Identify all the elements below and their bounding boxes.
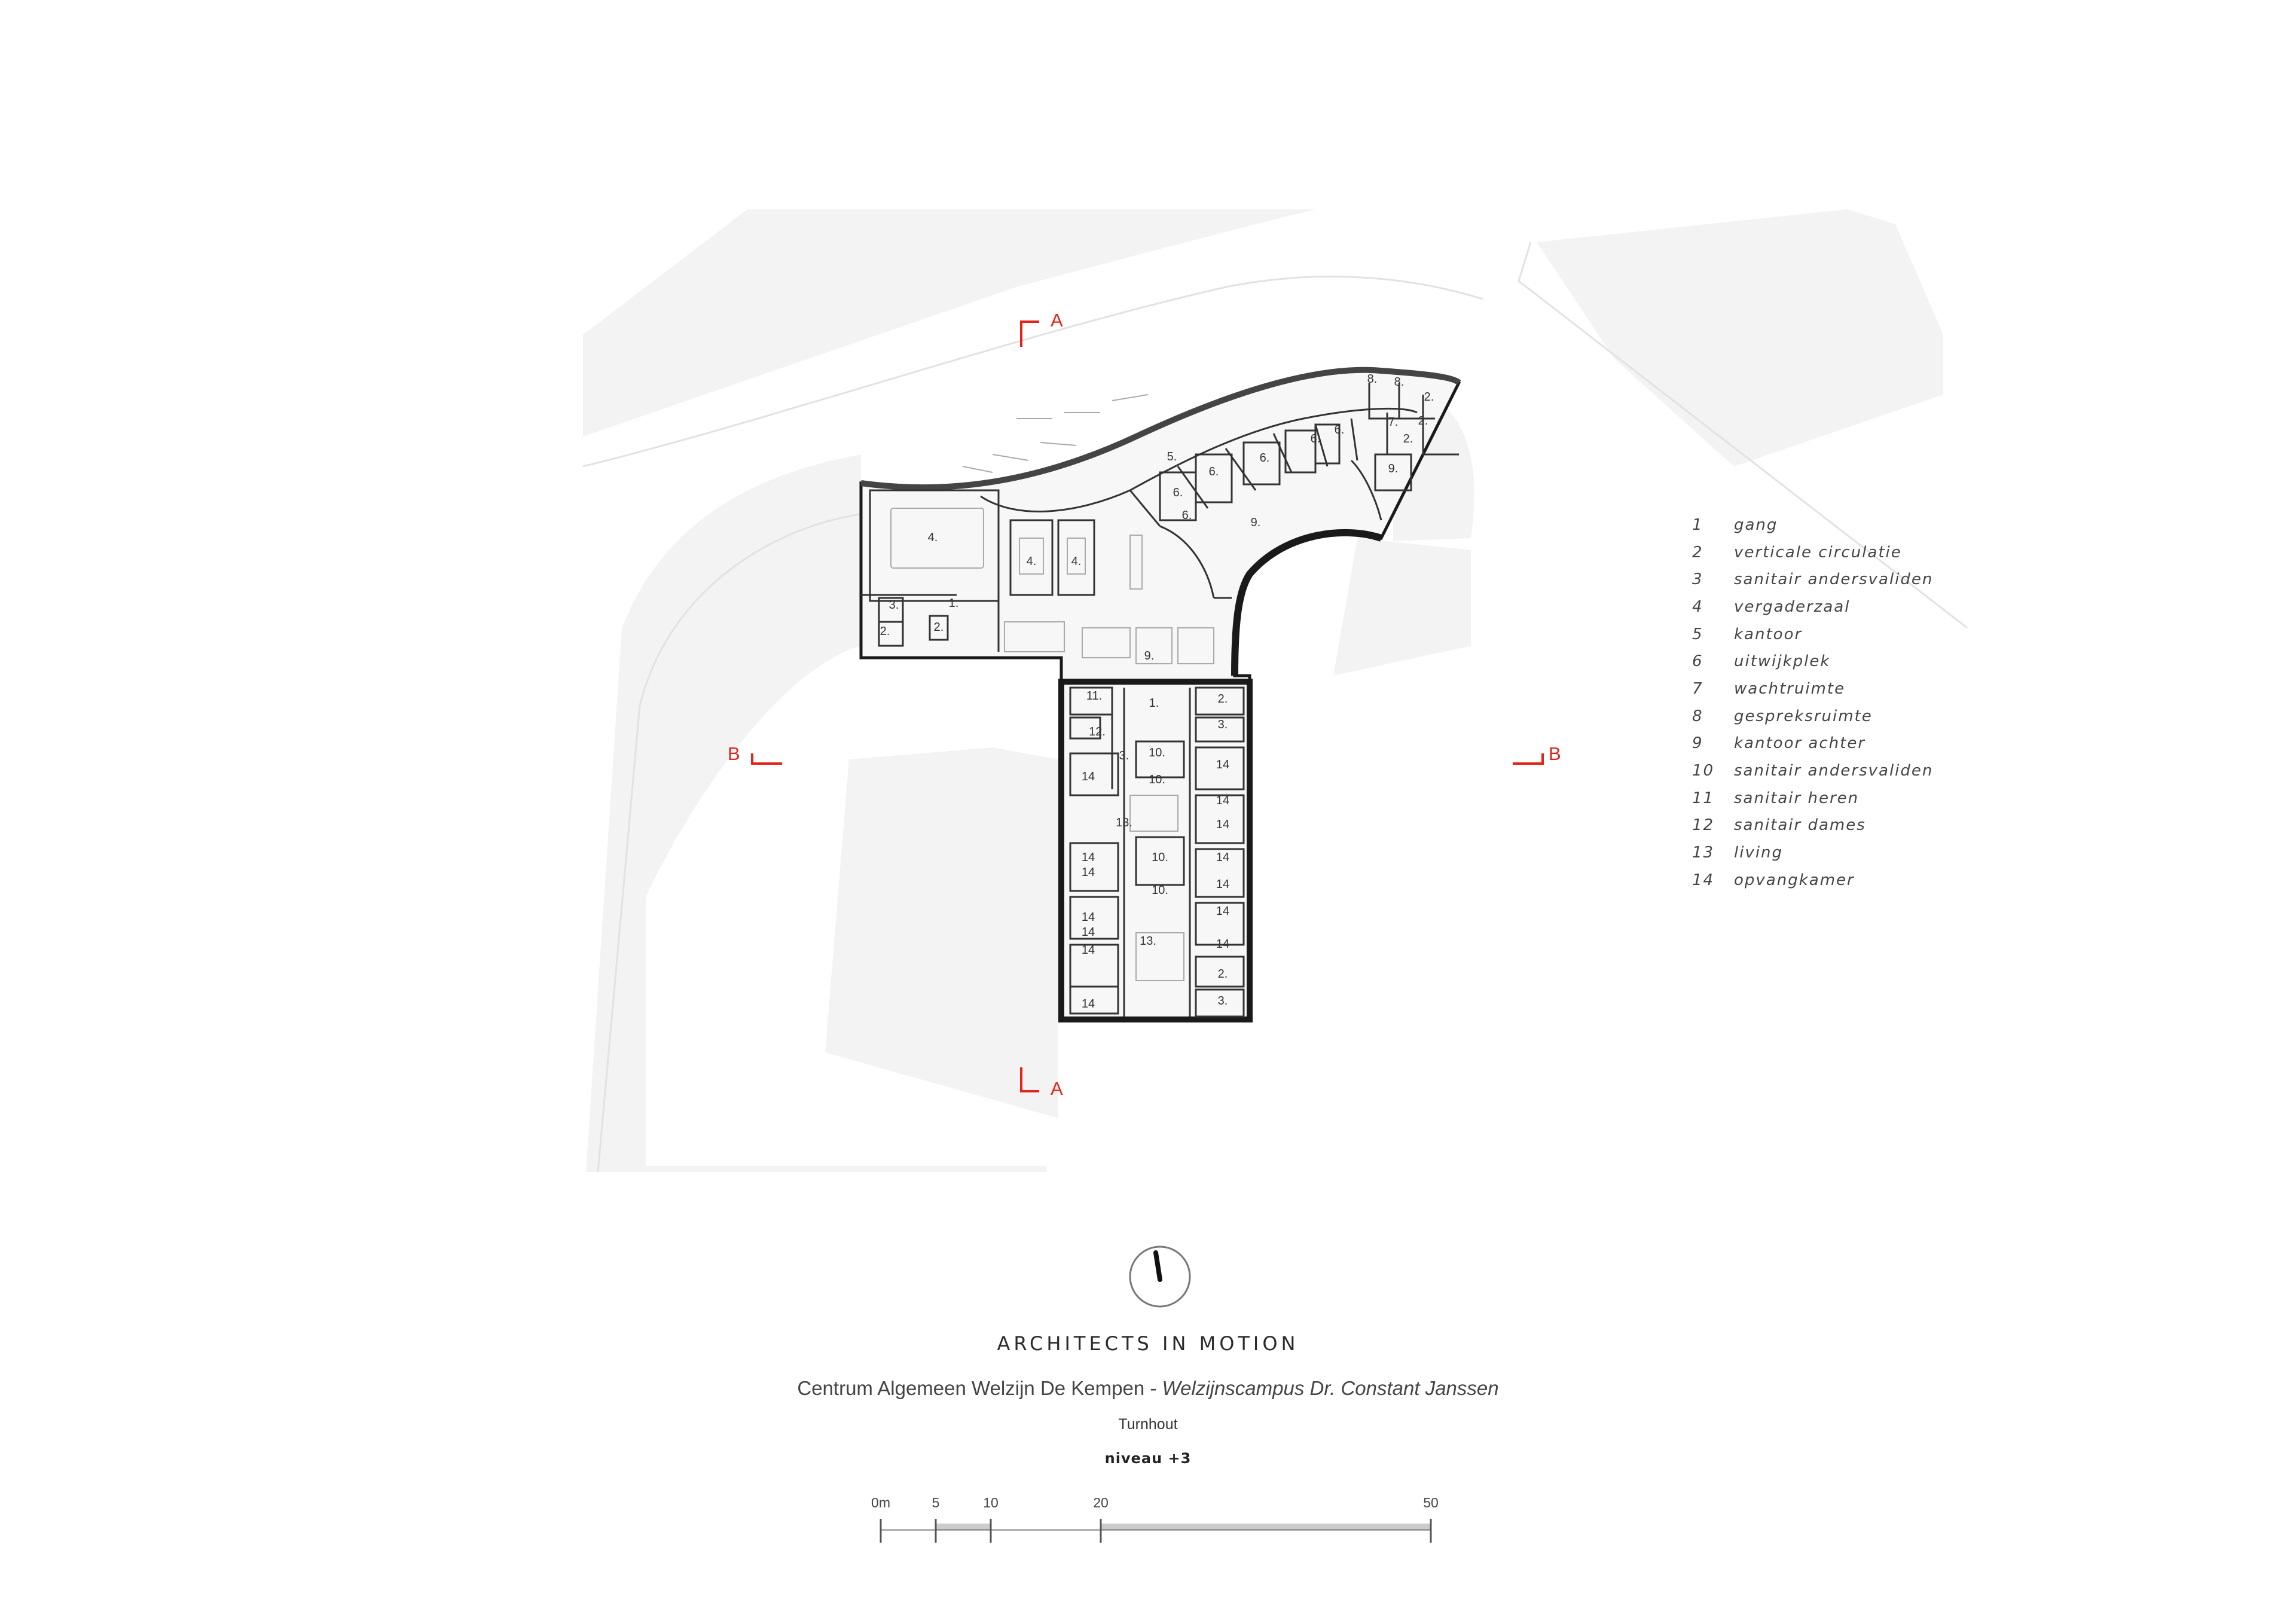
section-label-b-right: B (1549, 743, 1561, 764)
svg-text:3.: 3. (1217, 718, 1228, 731)
project-main-title: Centrum Algemeen Welzijn De Kempen - (797, 1377, 1162, 1399)
legend-number: 6 (1692, 652, 1703, 671)
svg-text:10.: 10. (1152, 851, 1168, 864)
legend-label: living (1734, 844, 1784, 862)
scale-label-50: 50 (1423, 1495, 1439, 1510)
svg-text:4.: 4. (927, 531, 938, 544)
svg-text:1.: 1. (948, 597, 959, 610)
legend-item (1692, 757, 2003, 784)
legend-number: 1 (1692, 515, 1703, 534)
scale-bar-graphic (881, 1519, 1431, 1543)
svg-text:5.: 5. (1167, 450, 1177, 463)
project-subtitle: Welzijnscampus Dr. Constant Janssen (1162, 1377, 1499, 1399)
room-legend (1692, 511, 2003, 894)
project-title (0, 1377, 2296, 1400)
svg-text:6.: 6. (1310, 432, 1321, 445)
svg-text:2.: 2. (1418, 414, 1428, 428)
legend-label: sanitair dames (1734, 816, 1866, 835)
legend-label: kantoor achter (1734, 734, 1866, 753)
svg-text:8.: 8. (1394, 376, 1405, 389)
svg-text:4.: 4. (1071, 555, 1082, 568)
svg-text:2.: 2. (1217, 967, 1228, 981)
legend-number: 4 (1692, 597, 1703, 616)
legend-label: uitwijkplek (1734, 652, 1831, 671)
legend-label: kantoor (1734, 625, 1803, 643)
svg-text:14: 14 (1081, 866, 1095, 879)
scale-label-5: 5 (932, 1495, 940, 1510)
legend-label: verticale circulatie (1734, 543, 1902, 561)
legend-item (1692, 593, 2003, 621)
svg-text:11.: 11. (1086, 689, 1103, 703)
legend-number: 10 (1692, 762, 1715, 780)
svg-text:14: 14 (1081, 997, 1095, 1011)
svg-text:2.: 2. (933, 621, 944, 634)
svg-text:10.: 10. (1152, 884, 1168, 897)
legend-label: vergaderzaal (1734, 597, 1851, 616)
svg-text:14: 14 (1216, 818, 1230, 831)
legend-number: 9 (1692, 734, 1703, 753)
legend-number: 7 (1692, 679, 1703, 698)
scale-label-10: 10 (983, 1495, 999, 1510)
legend-item (1692, 539, 2003, 566)
svg-text:6.: 6. (1259, 451, 1270, 465)
legend-item (1692, 812, 2003, 840)
svg-text:9.: 9. (1388, 462, 1399, 475)
svg-text:1.: 1. (1149, 697, 1159, 710)
project-city: Turnhout (1118, 1416, 1178, 1433)
north-arrow-icon (1130, 1247, 1190, 1306)
section-label-a-top: A (1051, 310, 1063, 331)
legend-item (1692, 784, 2003, 812)
svg-text:13.: 13. (1116, 816, 1132, 829)
svg-text:14: 14 (1216, 878, 1230, 891)
legend-item (1692, 839, 2003, 866)
legend-item (1692, 703, 2003, 730)
svg-text:14: 14 (1081, 911, 1095, 924)
svg-text:6.: 6. (1173, 486, 1183, 499)
scale-label-20: 20 (1093, 1495, 1109, 1510)
legend-item (1692, 675, 2003, 703)
scale-label-0: 0m (871, 1495, 890, 1510)
svg-text:4.: 4. (1026, 555, 1037, 568)
svg-text:14: 14 (1081, 851, 1095, 864)
legend-item (1692, 866, 2003, 894)
svg-text:14: 14 (1081, 944, 1095, 957)
svg-text:2.: 2. (1403, 432, 1413, 445)
svg-text:9.: 9. (1250, 516, 1261, 529)
legend-label: gespreksruimte (1734, 707, 1873, 725)
legend-label: opvangkamer (1734, 871, 1855, 889)
svg-text:3.: 3. (1217, 994, 1228, 1008)
svg-text:2.: 2. (1217, 692, 1228, 706)
svg-text:9.: 9. (1144, 649, 1155, 663)
legend-label: sanitair heren (1734, 789, 1860, 807)
legend-item (1692, 566, 2003, 593)
svg-text:14: 14 (1216, 851, 1230, 864)
legend-number: 8 (1692, 707, 1703, 725)
svg-text:10.: 10. (1149, 773, 1165, 786)
legend-number: 11 (1692, 789, 1715, 807)
section-label-a-bottom: A (1051, 1078, 1063, 1099)
legend-label: gang (1734, 515, 1778, 534)
legend-number: 14 (1692, 871, 1715, 889)
svg-text:6.: 6. (1208, 465, 1219, 478)
svg-text:7.: 7. (1388, 416, 1399, 429)
section-label-b-left: B (728, 743, 740, 764)
svg-text:12.: 12. (1089, 725, 1106, 738)
legend-label: sanitair andersvaliden (1734, 762, 1934, 780)
svg-text:14: 14 (1081, 770, 1095, 783)
firm-name: ARCHITECTS IN MOTION (997, 1332, 1299, 1355)
svg-text:2.: 2. (880, 625, 890, 638)
floor-level: niveau +3 (1104, 1450, 1192, 1467)
legend-number: 5 (1692, 625, 1703, 643)
legend-item (1692, 730, 2003, 758)
legend-number: 2 (1692, 543, 1703, 561)
svg-text:14: 14 (1216, 794, 1230, 807)
legend-label: sanitair andersvaliden (1734, 570, 1934, 589)
svg-text:13.: 13. (1140, 935, 1156, 948)
svg-text:14: 14 (1216, 905, 1230, 918)
legend-item (1692, 621, 2003, 648)
svg-text:6.: 6. (1181, 509, 1192, 522)
svg-text:14: 14 (1216, 758, 1230, 771)
svg-text:14: 14 (1216, 938, 1230, 951)
legend-label: wachtruimte (1734, 679, 1846, 698)
legend-number: 12 (1692, 816, 1715, 835)
svg-text:3.: 3. (889, 599, 899, 612)
svg-text:3.: 3. (1119, 749, 1129, 762)
svg-text:14: 14 (1081, 926, 1095, 939)
svg-text:8.: 8. (1367, 373, 1378, 386)
legend-item (1692, 511, 2003, 539)
svg-text:10.: 10. (1149, 746, 1165, 759)
legend-number: 13 (1692, 844, 1715, 862)
svg-text:6.: 6. (1334, 423, 1345, 436)
legend-item (1692, 648, 2003, 675)
legend-number: 3 (1692, 570, 1703, 589)
svg-text:2.: 2. (1424, 390, 1434, 404)
